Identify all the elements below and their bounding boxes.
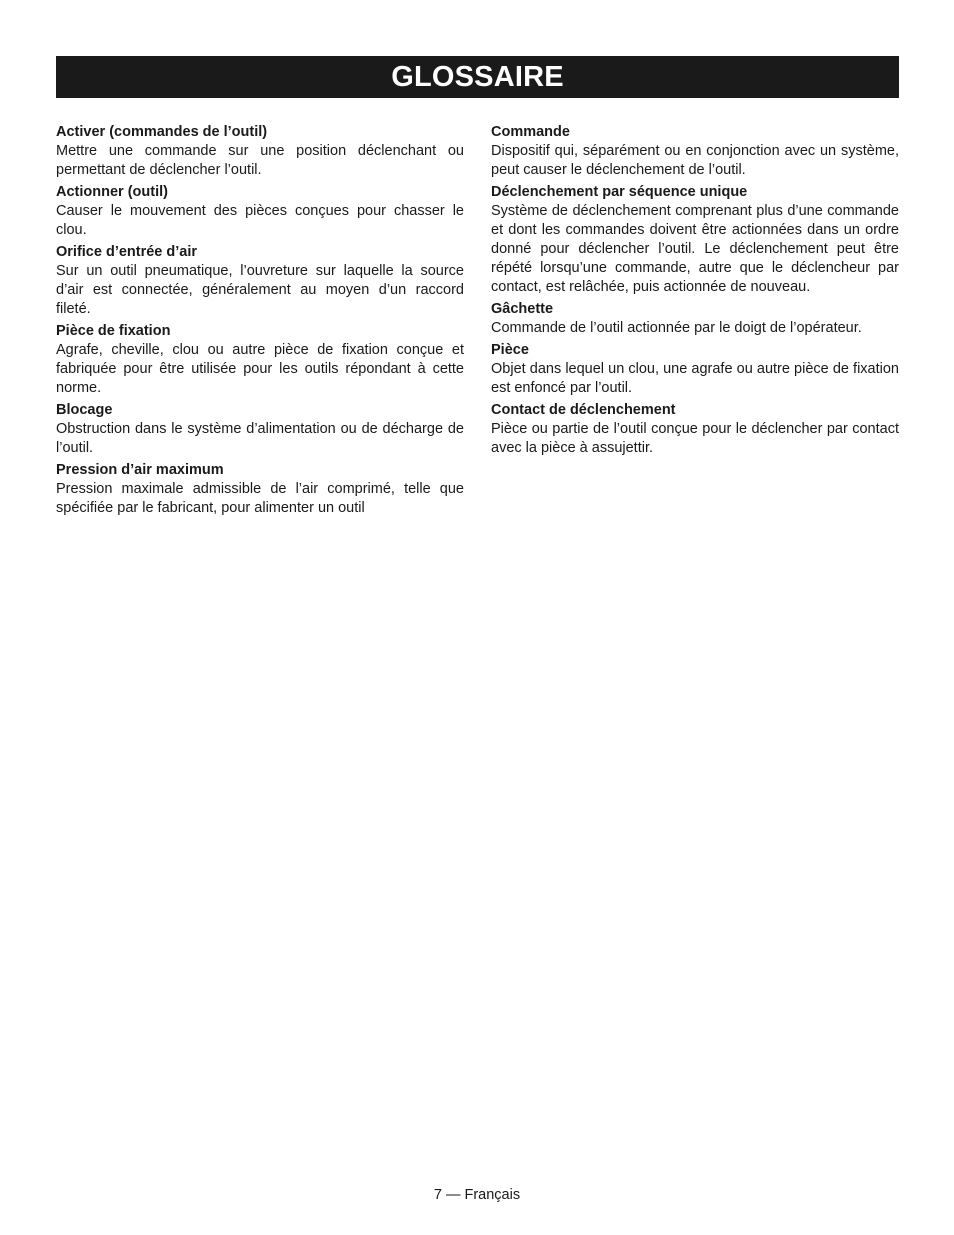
glossary-definition: Objet dans lequel un clou, une agrafe ou autre pièce de fixation est enfoncé par l’outil.	[491, 361, 899, 396]
glossary-term: Pression d’air maximum	[56, 462, 224, 478]
glossary-title-bar	[56, 56, 899, 98]
glossary-left-column	[56, 123, 464, 521]
glossary-definition: Agrafe, cheville, clou ou autre pièce de fixation conçue et fabriquée pour être utilisée pour les outils répondant à cette norme.	[56, 342, 464, 396]
glossary-definition: Commande de l’outil actionnée par le doigt de l’opérateur.	[491, 320, 862, 336]
glossary-definition: Dispositif qui, séparément ou en conjonction avec un système, peut causer le déclenchement de l’outil.	[491, 143, 899, 178]
glossary-entry	[56, 123, 464, 180]
glossary-entry	[56, 183, 464, 240]
glossary-definition: Mettre une commande sur une position déclenchant ou permettant de déclencher l’outil.	[56, 143, 464, 178]
glossary-definition: Obstruction dans le système d’alimentation ou de décharge de l’outil.	[56, 421, 464, 456]
glossary-entry	[491, 401, 899, 458]
glossary-term: Pièce	[491, 342, 529, 358]
glossary-term: Actionner (outil)	[56, 184, 168, 200]
glossary-entry	[56, 461, 464, 518]
glossary-definition: Sur un outil pneumatique, l’ouvreture sur laquelle la source d’air est connectée, généralement au moyen d’un raccord fileté.	[56, 263, 464, 317]
glossary-entry	[491, 341, 899, 398]
glossary-entry	[491, 123, 899, 180]
page-title: GLOSSAIRE	[391, 60, 564, 93]
glossary-term: Orifice d’entrée d’air	[56, 244, 198, 260]
glossary-definition: Pression maximale admissible de l’air comprimé, telle que spécifiée par le fabricant, pour alimenter un outil	[56, 481, 464, 516]
glossary-term: Blocage	[56, 402, 113, 418]
glossary-right-column	[491, 123, 899, 461]
glossary-entry	[56, 322, 464, 398]
glossary-term: Activer (commandes de l’outil)	[56, 124, 268, 140]
glossary-term: Gâchette	[491, 301, 554, 317]
glossary-definition: Pièce ou partie de l’outil conçue pour le déclencher par contact avec la pièce à assujettir.	[491, 421, 899, 456]
glossary-entry	[491, 183, 899, 297]
glossary-term: Contact de déclenchement	[491, 402, 676, 418]
page-footer: 7 — Français	[433, 1187, 521, 1203]
glossary-definition: Causer le mouvement des pièces conçues pour chasser le clou.	[56, 203, 464, 238]
glossary-term: Commande	[491, 124, 570, 140]
glossary-term: Déclenchement par séquence unique	[491, 184, 748, 200]
glossary-entry	[56, 401, 464, 458]
glossary-term: Pièce de fixation	[56, 323, 171, 339]
glossary-definition: Système de déclenchement comprenant plus d’une commande et dont les commandes doivent être actionnées dans un ordre donné pour déclencher l’outil. Le déclenchement peut être répété lorsqu’une commande, autre que le déclencheur par contact, est relâchée, puis actionnée de nouveau.	[491, 203, 899, 295]
glossary-entry	[56, 243, 464, 319]
glossary-entry	[491, 300, 899, 338]
